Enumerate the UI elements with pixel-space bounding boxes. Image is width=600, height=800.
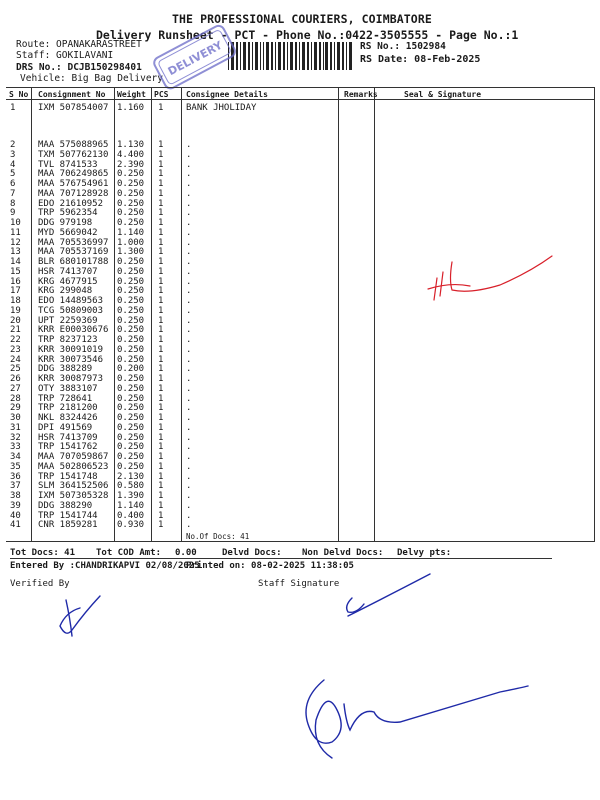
row-consignment: TRP 728641 <box>38 393 93 404</box>
row-sno: 14 <box>10 257 21 267</box>
row-weight: 0.250 <box>117 296 145 306</box>
row-sno: 26 <box>10 374 21 384</box>
row-weight: 0.250 <box>117 393 145 404</box>
row-pcs: 1 <box>158 325 164 336</box>
row-pcs: 1 <box>158 140 164 150</box>
row-consignee: . <box>186 315 192 326</box>
no-of-docs: No.Of Docs: 41 <box>186 532 250 541</box>
row-consignee: . <box>186 208 192 219</box>
row-consignee: . <box>186 188 192 199</box>
row-weight: 2.390 <box>117 159 145 170</box>
row-sno: 35 <box>10 461 21 472</box>
row-weight: 0.250 <box>117 325 145 336</box>
row-weight: 0.250 <box>117 422 145 433</box>
row-pcs: 1 <box>158 237 164 248</box>
row-weight: 0.250 <box>117 218 145 228</box>
company-name: THE PROFESSIONAL COURIERS, COIMBATORE <box>172 12 432 26</box>
row-consignment: MAA 707059867 <box>38 452 109 462</box>
row-consignment: TVL 8741533 <box>38 159 98 170</box>
row-consignee: . <box>186 500 192 511</box>
row-consignee: . <box>186 159 192 170</box>
rs-date: RS Date: 08-Feb-2025 <box>360 54 481 65</box>
row-weight: 0.250 <box>117 461 145 472</box>
row-consignee: . <box>186 149 192 160</box>
row-consignee: . <box>186 461 192 472</box>
row-consignment: TRP 5962354 <box>38 208 98 219</box>
col-weight: Weight <box>117 90 146 99</box>
row-consignee: . <box>186 374 192 384</box>
row-consignment: KRG 4677915 <box>38 276 98 287</box>
row-consignment: MAA 502806523 <box>38 461 109 472</box>
row-weight: 0.200 <box>117 364 145 375</box>
row-sno: 10 <box>10 218 21 228</box>
row-weight: 1.300 <box>117 247 145 258</box>
row-consignee: . <box>186 296 192 306</box>
row-pcs: 1 <box>158 413 164 423</box>
row-consignment: TRP 1541762 <box>38 442 98 453</box>
row-consignee: . <box>186 481 192 492</box>
row-consignee: . <box>186 471 192 482</box>
row-pcs: 1 <box>158 481 164 492</box>
row-pcs: 1 <box>158 315 164 326</box>
row-consignee: . <box>186 491 192 501</box>
row-consignee: . <box>186 335 192 345</box>
row-consignee: . <box>186 422 192 433</box>
row-consignment: MAA 707128928 <box>38 188 109 199</box>
row-consignment: MAA 576754961 <box>38 179 109 189</box>
row-weight: 1.130 <box>117 140 145 150</box>
entered-by: Entered By :CHANDRIKAPVI 02/08/2025 <box>10 561 200 571</box>
vehicle-label: Vehicle: Big Bag Delivery <box>20 73 163 84</box>
row-consignment: DDG 388289 <box>38 364 93 375</box>
row-pcs: 1 <box>158 452 164 462</box>
row-consignment: HSR 7413709 <box>38 432 98 443</box>
row-weight: 0.250 <box>117 452 145 462</box>
row-consignee: . <box>186 198 192 209</box>
row-weight: 1.140 <box>117 227 145 238</box>
row-weight: 2.130 <box>117 471 145 482</box>
row-consignment: DPI 491569 <box>38 422 93 433</box>
row-weight: 0.250 <box>117 208 145 219</box>
row-consignee: . <box>186 383 192 394</box>
row-weight: 0.250 <box>117 188 145 199</box>
row-weight: 0.250 <box>117 179 145 189</box>
row-weight: 0.250 <box>117 354 145 365</box>
row-sno: 31 <box>10 422 21 433</box>
row-consignment: MAA 706249865 <box>38 169 109 180</box>
row-consignment: CNR 1859281 <box>38 520 98 531</box>
row-consignment: DDG 979198 <box>38 218 93 228</box>
row-consignment: KRR 30091019 <box>38 344 104 355</box>
row-weight: 0.250 <box>117 276 145 287</box>
row-sno: 8 <box>10 198 16 209</box>
row-pcs: 1 <box>158 266 164 277</box>
row-consignment: MYD 5669042 <box>38 227 98 238</box>
row-sno: 18 <box>10 296 21 306</box>
red-pen-scribble <box>428 256 552 300</box>
row-sno: 1 <box>10 103 16 113</box>
drs-number: DRS No.: DCJB150298401 <box>16 62 142 73</box>
row-consignment: BLR 680101788 <box>38 257 109 267</box>
row-pcs: 1 <box>158 422 164 433</box>
row-consignee: . <box>186 266 192 277</box>
row-consignment: KRR 30087973 <box>38 374 104 384</box>
row-consignment: TXM 507762130 <box>38 149 109 160</box>
row-sno: 22 <box>10 335 21 345</box>
row-pcs: 1 <box>158 442 164 453</box>
row-weight: 0.250 <box>117 374 145 384</box>
row-sno: 29 <box>10 403 21 414</box>
row-consignment: EDO 21610952 <box>38 198 104 209</box>
row-weight: 0.250 <box>117 403 145 414</box>
row-weight: 1.140 <box>117 500 145 511</box>
row-sno: 39 <box>10 500 21 511</box>
row-weight: 0.250 <box>117 413 145 423</box>
row-sno: 38 <box>10 491 21 501</box>
row-weight: 1.390 <box>117 491 145 501</box>
row-sno: 23 <box>10 344 21 355</box>
row-pcs: 1 <box>158 471 164 482</box>
tot-cod-label: Tot COD Amt: <box>96 548 162 558</box>
staff-label: Staff: GOKILAVANI <box>16 50 114 61</box>
row-weight: 0.250 <box>117 344 145 355</box>
row-consignment: HSR 7413707 <box>38 266 98 277</box>
row-consignment: KRR E00030676 <box>38 325 109 336</box>
row-pcs: 1 <box>158 296 164 306</box>
row-sno: 24 <box>10 354 21 365</box>
row-sno: 20 <box>10 315 21 326</box>
verified-by: Verified By <box>10 579 70 589</box>
row-sno: 13 <box>10 247 21 258</box>
row-weight: 0.250 <box>117 315 145 326</box>
row-sno: 32 <box>10 432 21 443</box>
row-sno: 17 <box>10 286 21 297</box>
row-pcs: 1 <box>158 169 164 180</box>
row-weight: 0.250 <box>117 198 145 209</box>
row-pcs: 1 <box>158 500 164 511</box>
col-seal-signature: Seal & Signature <box>404 90 482 99</box>
row-consignment: KRR 30073546 <box>38 354 104 365</box>
row-sno: 7 <box>10 188 16 199</box>
row-weight: 0.250 <box>117 383 145 394</box>
row-pcs: 1 <box>158 393 164 404</box>
row-sno: 21 <box>10 325 21 336</box>
staff-signature <box>347 574 430 616</box>
row-sno: 15 <box>10 266 21 277</box>
row-weight: 0.580 <box>117 481 145 492</box>
row-consignee: . <box>186 325 192 336</box>
row-consignee: . <box>186 510 192 521</box>
row-sno: 25 <box>10 364 21 375</box>
row-consignment: UPT 2259369 <box>38 315 98 326</box>
row-pcs: 1 <box>158 344 164 355</box>
row-consignment: KRG 299048 <box>38 286 93 297</box>
row-consignment: DDG 388290 <box>38 500 93 511</box>
row-weight: 0.250 <box>117 286 145 297</box>
row-consignment: NKL 8324426 <box>38 413 98 423</box>
rs-number: RS No.: 1502984 <box>360 41 446 52</box>
row-weight: 0.250 <box>117 169 145 180</box>
row-consignee: . <box>186 413 192 423</box>
row-consignment: MAA 705537169 <box>38 247 109 258</box>
verifier-signature <box>60 596 100 636</box>
row-weight: 0.250 <box>117 432 145 443</box>
row-consignment: TRP 2181200 <box>38 403 98 414</box>
row-pcs: 1 <box>158 286 164 297</box>
row-pcs: 1 <box>158 227 164 238</box>
row-sno: 6 <box>10 179 16 189</box>
row-sno: 3 <box>10 149 16 160</box>
row-pcs: 1 <box>158 218 164 228</box>
row-weight: 1.000 <box>117 237 145 248</box>
row-pcs: 1 <box>158 208 164 219</box>
row-consignee: . <box>186 169 192 180</box>
col-consignee: Consignee Details <box>186 90 268 99</box>
row-consignee: . <box>186 432 192 443</box>
row-sno: 2 <box>10 140 16 150</box>
row-pcs: 1 <box>158 354 164 365</box>
row-sno: 40 <box>10 510 21 521</box>
row-consignment: EDO 14489563 <box>38 296 104 306</box>
row-consignee: . <box>186 364 192 375</box>
printed-on: Printed on: 08-02-2025 11:38:05 <box>186 561 354 571</box>
row-sno: 4 <box>10 159 16 170</box>
row-sno: 33 <box>10 442 21 453</box>
row-consignment: TRP 1541744 <box>38 510 98 521</box>
row-consignee: . <box>186 354 192 365</box>
row-consignee: . <box>186 237 192 248</box>
row-weight: 0.930 <box>117 520 145 531</box>
row-sno: 12 <box>10 237 21 248</box>
col-pcs: PCS <box>154 90 169 99</box>
row-weight: 0.250 <box>117 305 145 316</box>
row-sno: 36 <box>10 471 21 482</box>
staff-signature-label: Staff Signature <box>258 579 340 589</box>
delvd-docs: Delvd Docs: <box>222 548 282 558</box>
row-consignment: TCG 50809003 <box>38 305 104 316</box>
route-label: Route: OPANAKARASTREET <box>16 39 142 50</box>
row-consignee: . <box>186 276 192 287</box>
row-consignee: BANK JHOLIDAY <box>186 103 257 113</box>
row-consignee: . <box>186 227 192 238</box>
row-pcs: 1 <box>158 179 164 189</box>
row-consignee: . <box>186 305 192 316</box>
row-weight: 1.160 <box>117 103 145 113</box>
row-consignee: . <box>186 140 192 150</box>
row-pcs: 1 <box>158 159 164 170</box>
row-weight: 0.400 <box>117 510 145 521</box>
stamp-text: DELIVERY <box>165 38 225 79</box>
row-pcs: 1 <box>158 461 164 472</box>
row-consignee: . <box>186 344 192 355</box>
runsheet-title: Delivery Runsheet - PCT - Phone No.:0422-3505555 - Page No.:1 <box>96 28 519 42</box>
row-pcs: 1 <box>158 198 164 209</box>
row-sno: 19 <box>10 305 21 316</box>
row-consignee: . <box>186 520 192 531</box>
row-pcs: 1 <box>158 247 164 258</box>
non-delvd-docs: Non Delvd Docs: <box>302 548 384 558</box>
row-pcs: 1 <box>158 374 164 384</box>
row-pcs: 1 <box>158 305 164 316</box>
row-consignee: . <box>186 247 192 258</box>
tot-docs: Tot Docs: 41 <box>10 548 76 558</box>
col-remarks: Remarks <box>344 90 378 99</box>
row-consignee: . <box>186 218 192 228</box>
row-sno: 11 <box>10 227 21 238</box>
row-weight: 0.250 <box>117 442 145 453</box>
row-consignment: MAA 705536997 <box>38 237 109 248</box>
delvy-pts: Delvy pts: <box>397 548 452 558</box>
row-consignee: . <box>186 179 192 189</box>
row-consignee: . <box>186 403 192 414</box>
row-weight: 0.250 <box>117 335 145 345</box>
row-sno: 34 <box>10 452 21 462</box>
row-pcs: 1 <box>158 432 164 443</box>
row-pcs: 1 <box>158 364 164 375</box>
large-signature <box>306 680 528 758</box>
row-weight: 4.400 <box>117 149 145 160</box>
row-sno: 37 <box>10 481 21 492</box>
row-sno: 9 <box>10 208 16 219</box>
row-pcs: 1 <box>158 276 164 287</box>
row-consignment: OTY 3883107 <box>38 383 98 394</box>
row-pcs: 1 <box>158 257 164 267</box>
row-consignment: TRP 8237123 <box>38 335 98 345</box>
row-consignee: . <box>186 442 192 453</box>
row-consignment: IXM 507305328 <box>38 491 109 501</box>
row-sno: 41 <box>10 520 21 531</box>
tot-cod-value: 0.00 <box>175 548 197 558</box>
row-weight: 0.250 <box>117 257 145 267</box>
row-pcs: 1 <box>158 491 164 501</box>
row-consignee: . <box>186 452 192 462</box>
row-pcs: 1 <box>158 510 164 521</box>
row-consignment: MAA 575088965 <box>38 140 109 150</box>
row-consignee: . <box>186 393 192 404</box>
row-pcs: 1 <box>158 103 164 113</box>
row-consignment: SLM 364152506 <box>38 481 109 492</box>
row-pcs: 1 <box>158 520 164 531</box>
row-weight: 0.250 <box>117 266 145 277</box>
row-pcs: 1 <box>158 403 164 414</box>
row-consignee: . <box>186 286 192 297</box>
col-sno: S No <box>9 90 29 99</box>
row-sno: 5 <box>10 169 16 180</box>
row-consignee: . <box>186 257 192 267</box>
row-pcs: 1 <box>158 149 164 160</box>
row-pcs: 1 <box>158 383 164 394</box>
row-sno: 16 <box>10 276 21 287</box>
row-pcs: 1 <box>158 335 164 345</box>
row-sno: 27 <box>10 383 21 394</box>
row-sno: 30 <box>10 413 21 423</box>
row-consignment: IXM 507854007 <box>38 103 109 113</box>
row-consignment: TRP 1541748 <box>38 471 98 482</box>
row-pcs: 1 <box>158 188 164 199</box>
col-consignment: Consignment No <box>38 90 106 99</box>
row-sno: 28 <box>10 393 21 404</box>
